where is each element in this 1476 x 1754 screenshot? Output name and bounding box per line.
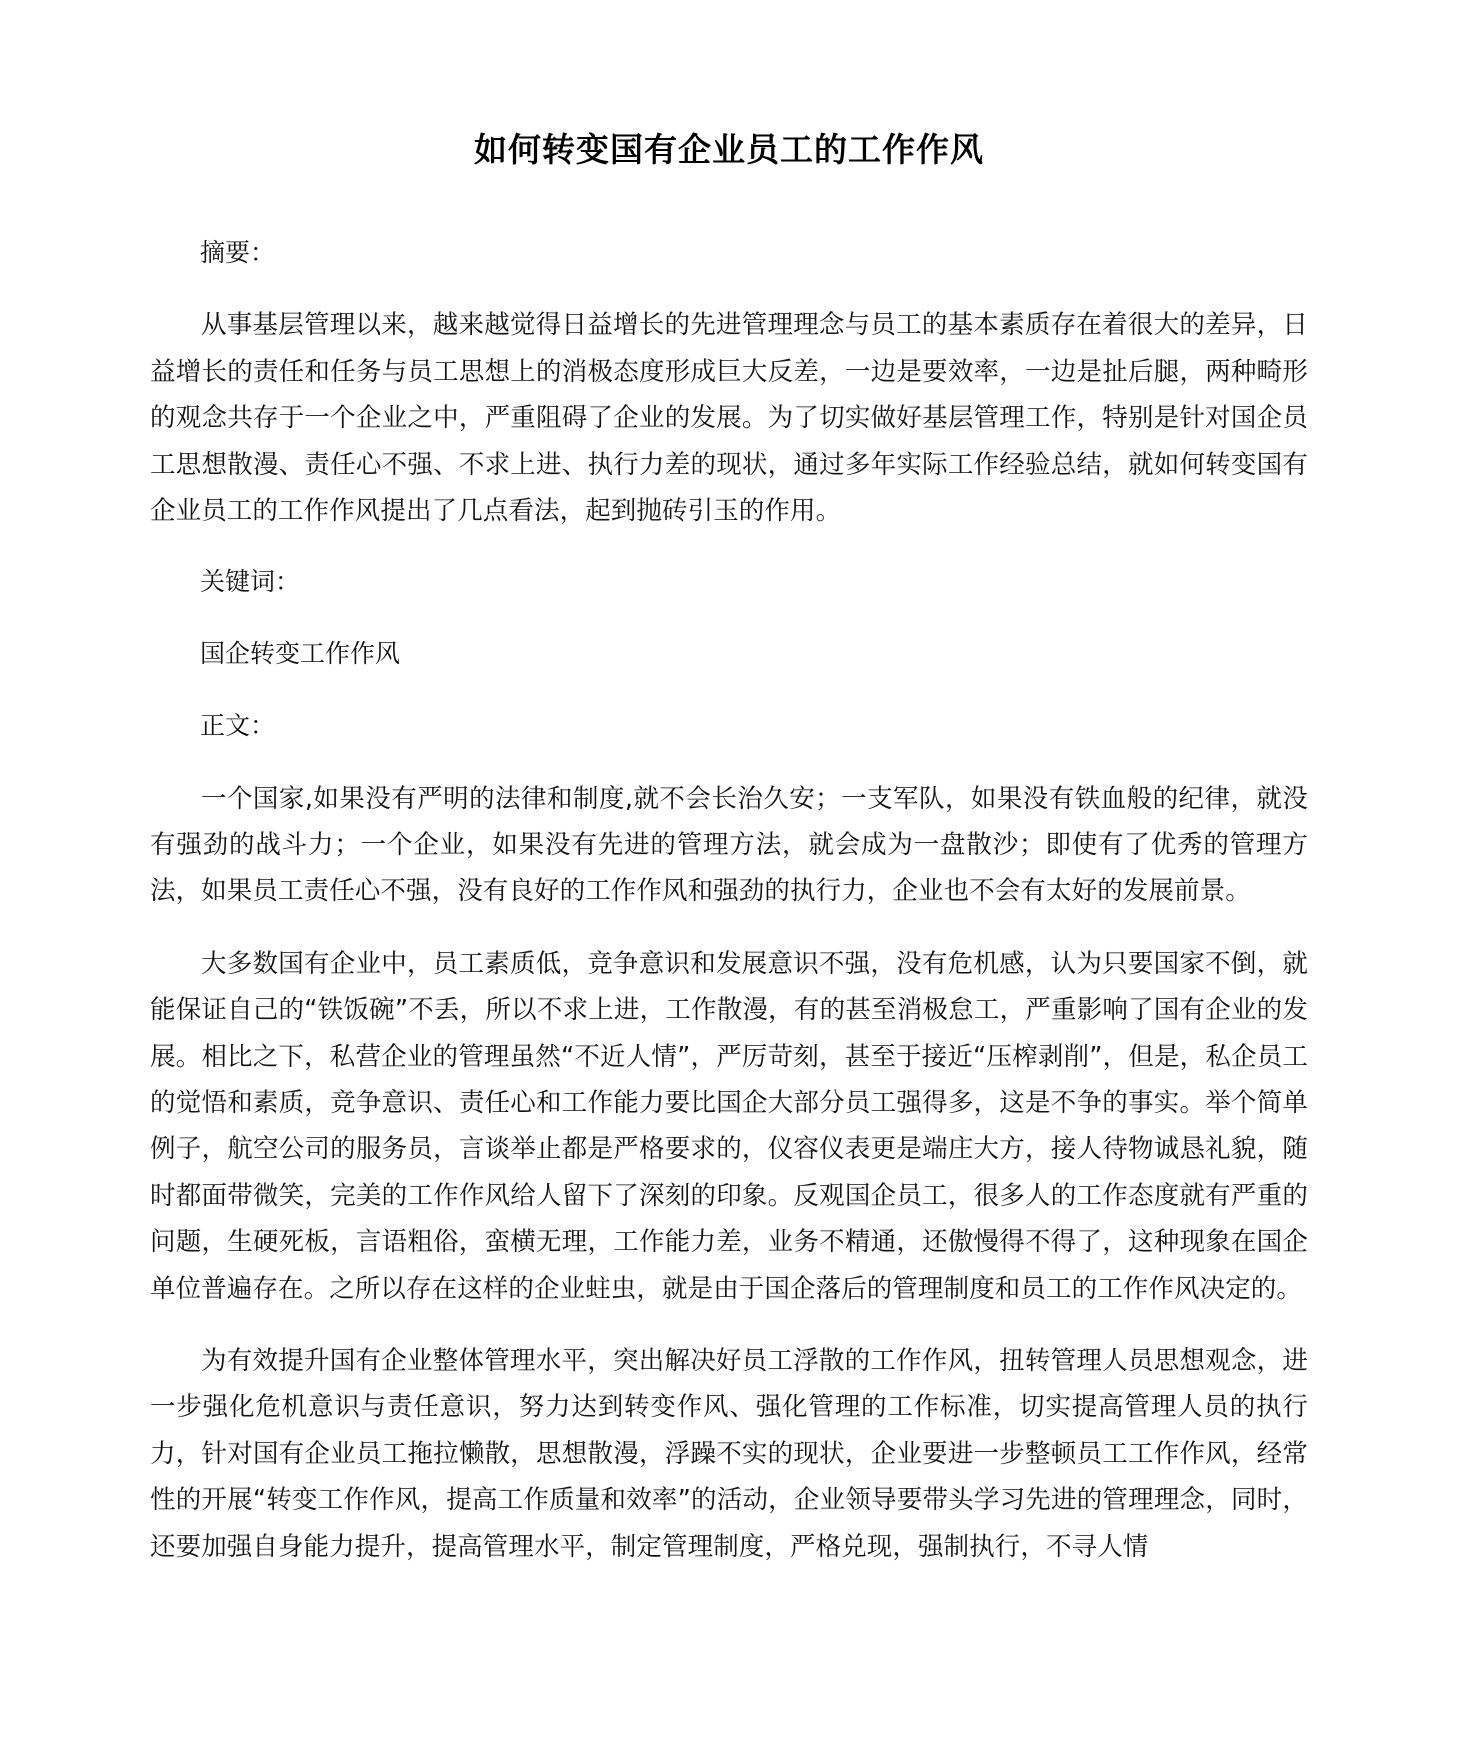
body-paragraph: 一个国家,如果没有严明的法律和制度,就不会长治久安；一支军队，如果没有铁血般的纪律，就没有强劲的战斗力；一个企业，如果没有先进的管理方法，就会成为一盘散沙；即使有了优秀的管理方法，如果员工责任心不强，没有良好的工作作风和强劲的执行力，企业也不会有太好的发展前景。 xyxy=(150,783,1308,907)
keywords-label: 关键词： xyxy=(200,567,301,597)
keywords-text: 国企转变工作作风 xyxy=(200,639,401,669)
page-title: 如何转变国有企业员工的工作作风 xyxy=(474,130,984,169)
body-paragraph: 为有效提升国有企业整体管理水平，突出解决好员工浮散的工作作风，扭转管理人员思想观念，进一步强化危机意识与责任意识，努力达到转变作风、强化管理的工作标准，切实提高管理人员的执行力，针对国有企业员工拖拉懒散，思想散漫，浮躁不实的现状，企业要进一步整顿员工工作作风，经常性的开展“转变工作作风，提高工作质量和效率”的活动，企业领导要带头学习先进的管理理念，同时，还要加强自身能力提升，提高管理水平，制定管理制度，严格兑现，强制执行，不寻人情 xyxy=(150,1346,1308,1562)
abstract-text: 从事基层管理以来，越来越觉得日益增长的先进管理理念与员工的基本素质存在着很大的差异，日益增长的责任和任务与员工思想上的消极态度形成巨大反差，一边是要效率，一边是扯后腿，两种畸形的观念共存于一个企业之中，严重阻碍了企业的发展。为了切实做好基层管理工作，特别是针对国企员工思想散漫、责任心不强、不求上进、执行力差的现状，通过多年实际工作经验总结，就如何转变国有企业员工的工作作风提出了几点看法，起到抛砖引玉的作用。 xyxy=(150,310,1308,526)
body-label: 正文： xyxy=(200,710,276,740)
abstract-label: 摘要： xyxy=(200,237,276,267)
body-paragraph: 大多数国有企业中，员工素质低，竞争意识和发展意识不强，没有危机感，认为只要国家不倒，就能保证自己的“铁饭碗”不丢，所以不求上进，工作散漫，有的甚至消极怠工，严重影响了国有企业的发展。相比之下，私营企业的管理虽然“不近人情”，严厉苛刻，甚至于接近“压榨剥削”，但是，私企员工的觉悟和素质，竞争意识、责任心和工作能力要比国企大部分员工强得多，这是不争的事实。举个简单例子，航空公司的服务员，言谈举止都是严格要求的，仪容仪表更是端庄大方，接人待物诚恳礼貌，随时都面带微笑，完美的工作作风给人留下了深刻的印象。反观国企员工，很多人的工作态度就有严重的问题，生硬死板，言语粗俗，蛮横无理，工作能力差，业务不精通，还傲慢得不得了，这种现象在国企单位普遍存在。之所以存在这样的企业蛀虫，就是由于国企落后的管理制度和员工的工作作风决定的。 xyxy=(150,948,1308,1304)
